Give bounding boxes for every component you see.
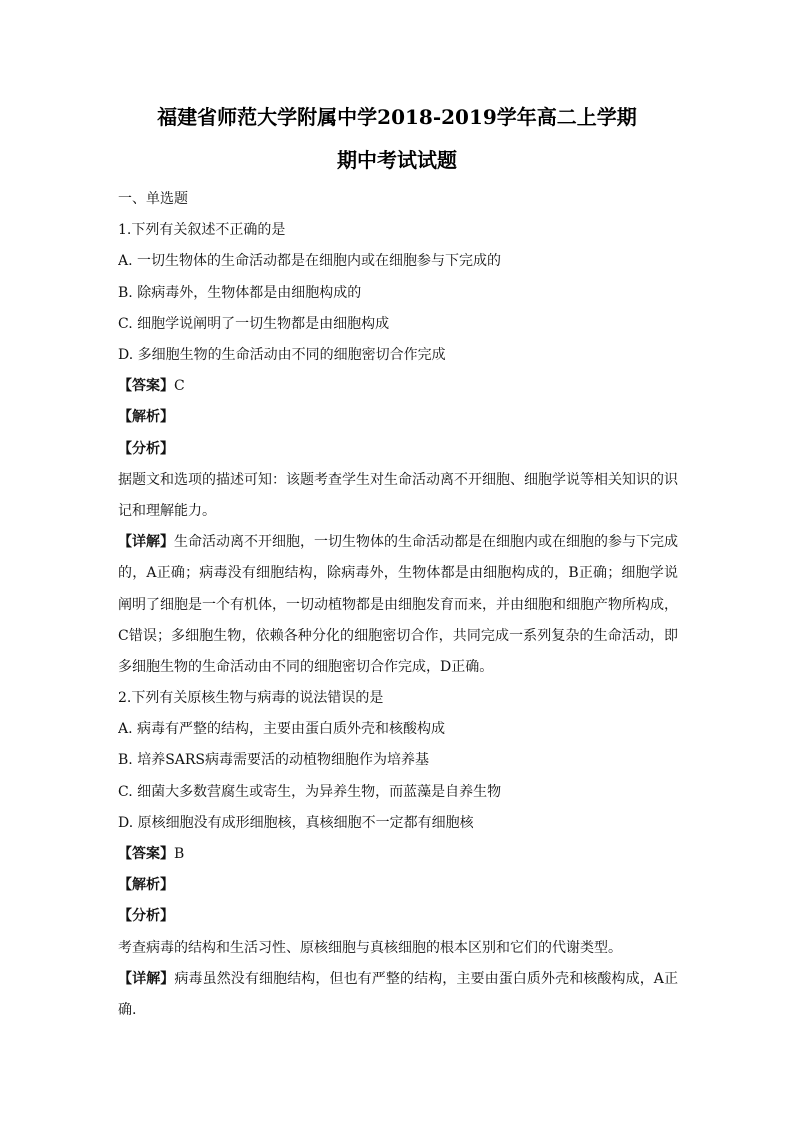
option-d: D. 原核细胞没有成形细胞核，真核细胞不一定都有细胞核 xyxy=(118,814,474,831)
document-title-line-2: 期中考试试题 xyxy=(337,148,457,172)
answer-line xyxy=(118,371,678,402)
answer-value: B xyxy=(174,846,185,863)
detail-paragraph xyxy=(118,964,678,1026)
option-c: C. 细胞学说阐明了一切生物都是由细胞构成 xyxy=(118,315,390,332)
document-body xyxy=(118,184,678,1026)
section-heading: 一、单选题 xyxy=(118,191,188,207)
detail-paragraph xyxy=(118,527,678,683)
answer-value: C xyxy=(174,378,185,395)
explanation-label: 【解析】 xyxy=(118,877,174,894)
analysis-text: 据题文和选项的描述可知：该题考查学生对生命活动离不开细胞、细胞学说等相关知识的识记和理解能力。 xyxy=(118,471,678,519)
answer-line xyxy=(118,839,678,870)
answer-label: 【答案】 xyxy=(118,846,174,863)
question-1 xyxy=(118,215,678,683)
option-b: B. 除病毒外，生物体都是由细胞构成的 xyxy=(118,284,362,301)
option-d: D. 多细胞生物的生命活动由不同的细胞密切合作完成 xyxy=(118,346,446,363)
detail-label: 【详解】 xyxy=(118,534,174,551)
document-title-line-1: 福建省师范大学附属中学2018-2019学年高二上学期 xyxy=(157,105,637,129)
analysis-label: 【分析】 xyxy=(118,908,174,925)
analysis-label: 【分析】 xyxy=(118,440,174,457)
question-2 xyxy=(118,683,678,1026)
question-stem: 1.下列有关叙述不正确的是 xyxy=(118,222,286,239)
option-a: A. 病毒有严整的结构，主要由蛋白质外壳和核酸构成 xyxy=(118,721,446,738)
question-stem: 2.下列有关原核生物与病毒的说法错误的是 xyxy=(118,690,384,707)
analysis-text: 考查病毒的结构和生活习性、原核细胞与真核细胞的根本区别和它们的代谢类型。 xyxy=(118,939,622,956)
option-b: B. 培养SARS病毒需要活的动植物细胞作为培养基 xyxy=(118,752,430,769)
detail-text: 病毒虽然没有细胞结构，但也有严整的结构，主要由蛋白质外壳和核酸构成，A正确. xyxy=(118,970,679,1019)
explanation-label: 【解析】 xyxy=(118,409,174,426)
option-c: C. 细菌大多数营腐生或寄生，为异养生物，而蓝藻是自养生物 xyxy=(118,783,502,800)
answer-label: 【答案】 xyxy=(118,378,174,395)
option-a: A. 一切生物体的生命活动都是在细胞内或在细胞参与下完成的 xyxy=(118,253,502,270)
detail-text: 生命活动离不开细胞，一切生物体的生命活动都是在细胞内或在细胞的参与下完成的，A正确；病毒没有细胞结构，除病毒外，生物体都是由细胞构成的，B正确；细胞学说阐明了细胞是一个有机体，一切动植物都是由细胞发育而来，并由细胞和细胞产物所构成，C错误；多细胞生物，依赖各种分化的细胞密切合作，共同完成一系列复杂的生命活动，即多细胞生物的生命活动由不同的细胞密切合作完成，D正确。 xyxy=(118,534,678,675)
detail-label: 【详解】 xyxy=(118,970,175,987)
